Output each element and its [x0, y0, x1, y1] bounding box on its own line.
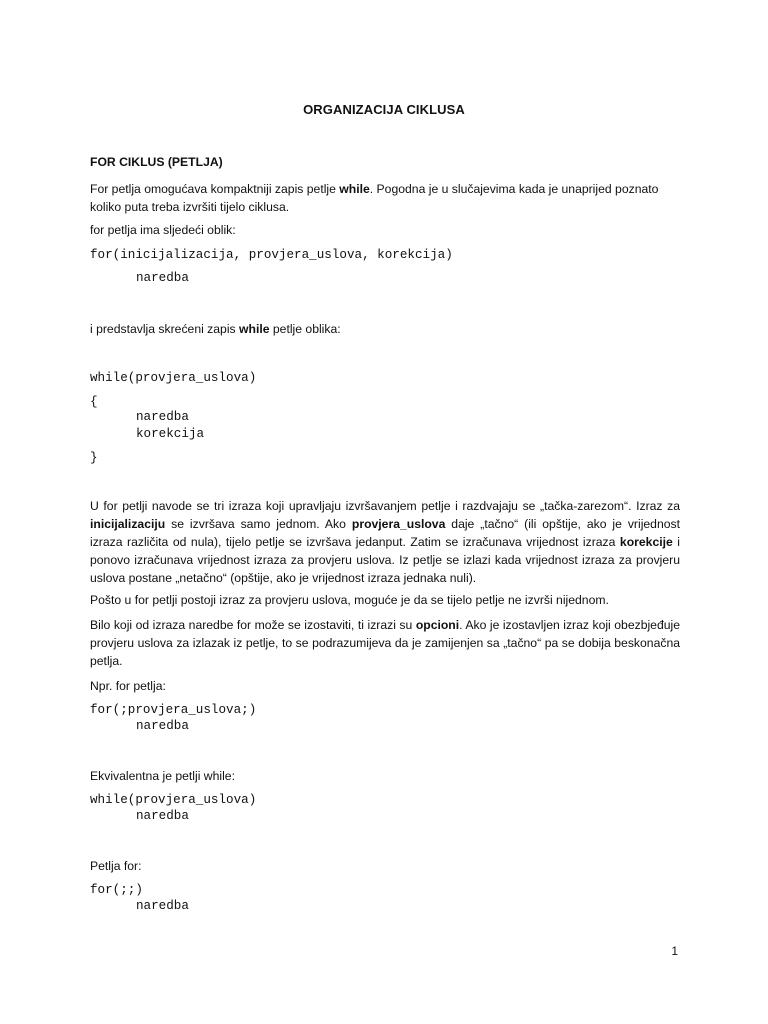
intro-paragraph: [90, 180, 680, 216]
represents-paragraph: [90, 320, 680, 338]
explanation-term-initialization: inicijalizaciju: [90, 517, 166, 531]
explanation-term-correction: korekcije: [619, 535, 673, 549]
equivalent-body-code: naredba: [136, 809, 189, 823]
represents-text-1: i predstavlja skrećeni zapis: [90, 322, 240, 336]
for-syntax-code: for(inicijalizacija, provjera_uslova, korekcija): [90, 248, 453, 262]
brace-open: {: [90, 395, 98, 409]
page-number: 1: [671, 944, 678, 958]
equivalent-code: while(provjera_uslova): [90, 793, 257, 807]
represents-text-2: petlje oblika:: [269, 322, 341, 336]
represents-keyword-while: while: [239, 322, 270, 336]
intro-text-2: . Pogodna je u slučajevima kada je unaprijed poznato koliko puta treba izvršiti tijelo ciklusa.: [90, 182, 659, 214]
infinite-loop-label: Petlja for:: [90, 859, 142, 873]
page-title: ORGANIZACIJA CIKLUSA: [303, 102, 465, 117]
example-label: Npr. for petlja:: [90, 679, 166, 693]
optional-paragraph: [90, 616, 680, 670]
while-body-statement: naredba: [136, 410, 189, 424]
explanation-text-3: daje „tačno“ (ili opštije, ako je vrijednost izraza različita od nula), tijelo petlje se izvršava jedanput. Zatim se izračunava vrijednost izraza: [90, 517, 680, 549]
section-heading: FOR CIKLUS (PETLJA): [90, 155, 223, 169]
while-line-code: while(provjera_uslova): [90, 371, 257, 385]
intro-keyword-while: while: [339, 182, 370, 196]
for-body-code: naredba: [136, 271, 189, 285]
while-body-correction: korekcija: [136, 427, 205, 441]
infinite-loop-body-code: naredba: [136, 899, 189, 913]
condition-paragraph: Pošto u for petlji postoji izraz za provjeru uslova, moguće je da se tijelo petlje ne izvrši nijednom.: [90, 593, 609, 607]
optional-text-1: Bilo koji od izraza naredbe for može se izostaviti, ti izrazi su: [90, 618, 416, 632]
explanation-text-2: se izvršava samo jednom. Ako: [165, 517, 352, 531]
optional-term: opcioni: [415, 618, 460, 632]
example-code: for(;provjera_uslova;): [90, 703, 257, 717]
form-label: for petlja ima sljedeći oblik:: [90, 223, 236, 237]
intro-text-1: For petlja omogućava kompaktniji zapis petlje: [90, 182, 340, 196]
explanation-text-4: i ponovo izračunava vrijednost izraza za provjeru uslova. Iz petlje se izlazi kada vrijednost izraza za provjeru uslova postane „netačno“ (opštije, ako je vrijednost izraza jednaka nuli).: [90, 535, 681, 585]
optional-text-2: . Ako je izostavljen izraz koji obezbjeđuje provjeru uslova za izlazak iz petlje, to se podrazumijeva da je zamijenjen sa „tačno“ pa se dobija beskonačna petlja.: [90, 618, 680, 668]
explanation-paragraph: [90, 497, 680, 587]
infinite-loop-code: for(;;): [90, 883, 143, 897]
example-body-code: naredba: [136, 719, 189, 733]
equivalent-label: Ekvivalentna je petlji while:: [90, 769, 235, 783]
brace-close: }: [90, 451, 98, 465]
explanation-term-condition: provjera_uslova: [351, 517, 446, 531]
explanation-text-1: U for petlji navode se tri izraza koji upravljaju izvršavanjem petlje i razdvajaju se „tačka-zarezom“. Izraz za: [90, 499, 680, 513]
